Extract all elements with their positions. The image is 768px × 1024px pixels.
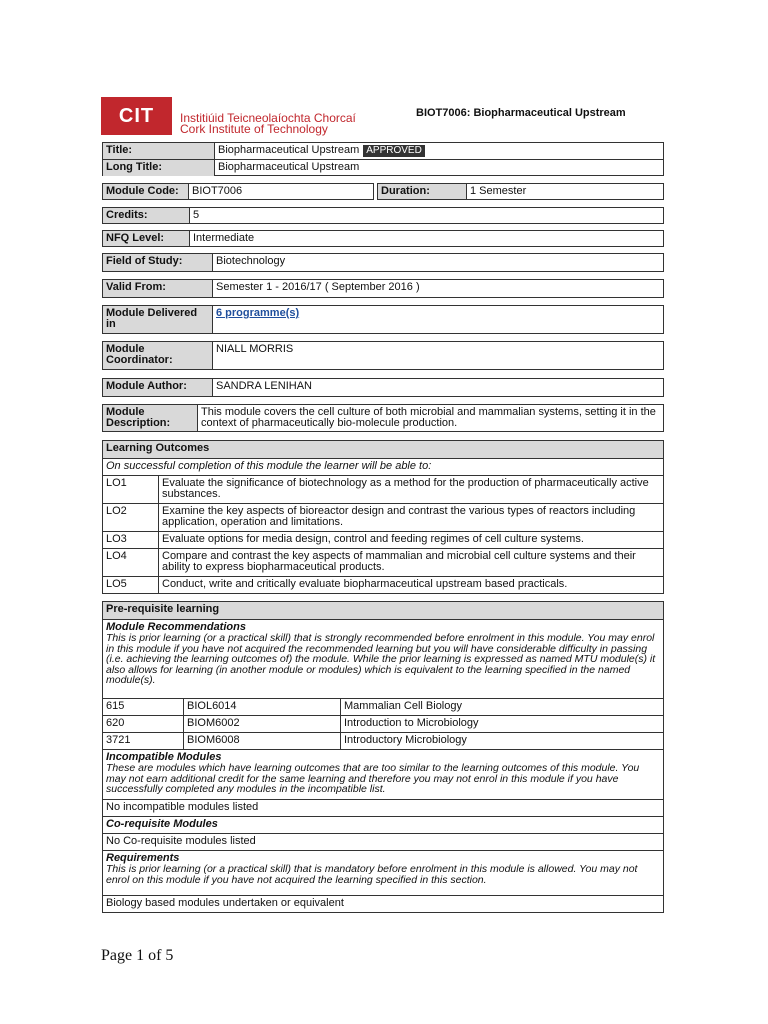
lo-row — [103, 531, 663, 548]
requirements-value-row — [103, 895, 663, 913]
coreq-title-row — [103, 816, 663, 833]
duration-label: Duration: — [378, 184, 466, 199]
prereq-module-code: BIOL6014 — [183, 699, 340, 715]
nfq-box — [102, 230, 664, 247]
prereq-module-name: Introductory Microbiology — [340, 733, 663, 749]
field-label: Field of Study: — [103, 254, 212, 271]
title-label: Title: — [103, 143, 214, 160]
prereq-module-name: Mammalian Cell Biology — [340, 699, 663, 715]
prereq-module-code: BIOM6008 — [183, 733, 340, 749]
delivered-value-cell — [212, 306, 663, 333]
lo-text: Conduct, write and critically evaluate biopharmaceutical upstream based practicals. — [158, 577, 663, 594]
prereq-table — [102, 601, 664, 913]
author-box — [102, 378, 664, 397]
requirements-title: Requirements — [106, 852, 180, 864]
programmes-link[interactable]: 6 programme(s) — [216, 307, 300, 319]
prereq-module-id: 615 — [106, 700, 125, 712]
module-code-box — [102, 183, 374, 200]
author-value: SANDRA LENIHAN — [212, 379, 663, 396]
page-number: Page 1 of 5 — [101, 947, 174, 964]
lo-text: Examine the key aspects of bioreactor design and contrast the various types of reactors including application, operation and limitations. — [158, 504, 663, 531]
lo-text: Evaluate options for media design, control and feeding regimes of cell culture systems. — [158, 532, 663, 548]
coreq-value-row — [103, 833, 663, 850]
recommendations-title: Module Recommendations — [106, 621, 246, 633]
prereq-module-id: 620 — [106, 717, 125, 729]
coordinator-label: Module Coordinator: — [103, 342, 212, 369]
incompatible-cell — [103, 750, 663, 799]
prereq-module-code: BIOM6002 — [183, 716, 340, 732]
learning-outcomes-table — [102, 440, 664, 594]
incompatible-row — [103, 749, 663, 799]
title-value-cell — [214, 143, 663, 160]
duration-value: 1 Semester — [466, 184, 663, 199]
description-box — [102, 404, 664, 432]
recommendations-row — [103, 619, 663, 698]
title-table — [102, 142, 664, 176]
description-label: Module Description: — [103, 405, 197, 431]
prereq-header: Pre-requisite learning — [103, 602, 663, 619]
prereq-header-row — [103, 602, 663, 619]
lo-code: LO4 — [106, 550, 127, 562]
recommendations-cell — [103, 620, 663, 698]
incompatible-title: Incompatible Modules — [106, 751, 222, 763]
module-code-label: Module Code: — [103, 184, 188, 199]
title-row — [103, 143, 663, 160]
incompatible-text: These are modules which have learning outcomes that are too similar to the learning outcomes of this module. You may not earn additional credit for the same learning and therefore you may not enrol in this module if you have successfully completed any modules in the incompatible list. — [106, 762, 640, 795]
lo-row — [103, 475, 663, 503]
nfq-value: Intermediate — [189, 231, 663, 246]
long-title-label: Long Title: — [103, 160, 214, 176]
lo-text: Evaluate the significance of biotechnology as a method for the production of pharmaceutically active substances. — [158, 476, 663, 503]
valid-from-label: Valid From: — [103, 280, 212, 297]
logo-line-english: Cork Institute of Technology — [180, 122, 328, 136]
logo-mark: CIT — [101, 97, 172, 135]
prereq-module-name: Introduction to Microbiology — [340, 716, 663, 732]
description-value: This module covers the cell culture of both microbial and mammalian systems, setting it in the context of pharmaceutically bio-molecule production. — [197, 405, 663, 431]
prereq-module-row — [103, 698, 663, 715]
author-label: Module Author: — [103, 379, 212, 396]
requirements-cell — [103, 851, 663, 895]
valid-from-box — [102, 279, 664, 298]
lo-intro-row — [103, 458, 663, 475]
page-header-title: BIOT7006: Biopharmaceutical Upstream — [416, 107, 626, 119]
field-value: Biotechnology — [212, 254, 663, 271]
lo-text: Compare and contrast the key aspects of mammalian and microbial cell culture systems and their ability to express biopharmaceutical products. — [158, 549, 663, 576]
approved-badge: APPROVED — [363, 145, 425, 157]
incompatible-value-row — [103, 799, 663, 816]
delivered-box — [102, 305, 664, 334]
lo-code: LO3 — [106, 533, 127, 545]
lo-intro: On successful completion of this module the learner will be able to: — [106, 460, 432, 472]
coordinator-value: NIALL MORRIS — [212, 342, 663, 369]
delivered-label: Module Delivered in — [103, 306, 212, 333]
prereq-module-id: 3721 — [106, 734, 131, 746]
recommendations-text: This is prior learning (or a practical skill) that is strongly recommended before enrolment in this module. You may enrol in this module if you have not acquired the recommended learning but you will have considerable difficulty in passing (i.e. achieving the learning outcomes of) the module. While the prior learning is expressed as named MTU module(s) it also allows for learning (in another module or modules) which is equivalent to the learning specified in the named module(s). — [106, 632, 656, 686]
lo-row — [103, 576, 663, 594]
lo-header-row — [103, 441, 663, 458]
credits-value: 5 — [189, 208, 663, 223]
incompatible-value: No incompatible modules listed — [106, 801, 259, 813]
valid-from-value: Semester 1 - 2016/17 ( September 2016 ) — [212, 280, 663, 297]
prereq-module-row — [103, 715, 663, 732]
long-title-row — [103, 159, 663, 176]
lo-code: LO5 — [106, 578, 127, 590]
lo-header: Learning Outcomes — [103, 441, 663, 458]
duration-box — [377, 183, 664, 200]
nfq-label: NFQ Level: — [103, 231, 189, 246]
coreq-title: Co-requisite Modules — [106, 818, 218, 830]
field-box — [102, 253, 664, 272]
credits-label: Credits: — [103, 208, 189, 223]
coreq-value: No Co-requisite modules listed — [106, 835, 256, 847]
lo-code: LO1 — [106, 477, 127, 489]
prereq-module-row — [103, 732, 663, 749]
coordinator-box — [102, 341, 664, 370]
requirements-row — [103, 850, 663, 895]
requirements-text: This is prior learning (or a practical skill) that is mandatory before enrolment in this module is allowed. You may not enrol on this module if you have not acquired the learning specified in this section. — [106, 863, 638, 886]
cit-logo — [101, 97, 397, 135]
requirements-value: Biology based modules undertaken or equivalent — [106, 897, 344, 909]
long-title-value: Biopharmaceutical Upstream — [214, 160, 663, 176]
credits-box — [102, 207, 664, 224]
lo-code: LO2 — [106, 505, 127, 517]
module-code-value: BIOT7006 — [188, 184, 373, 199]
logo-line-irish: Institiúid Teicneolaíochta Chorcaí — [180, 111, 356, 125]
lo-row — [103, 503, 663, 531]
title-value: Biopharmaceutical Upstream — [218, 144, 360, 156]
lo-row — [103, 548, 663, 576]
